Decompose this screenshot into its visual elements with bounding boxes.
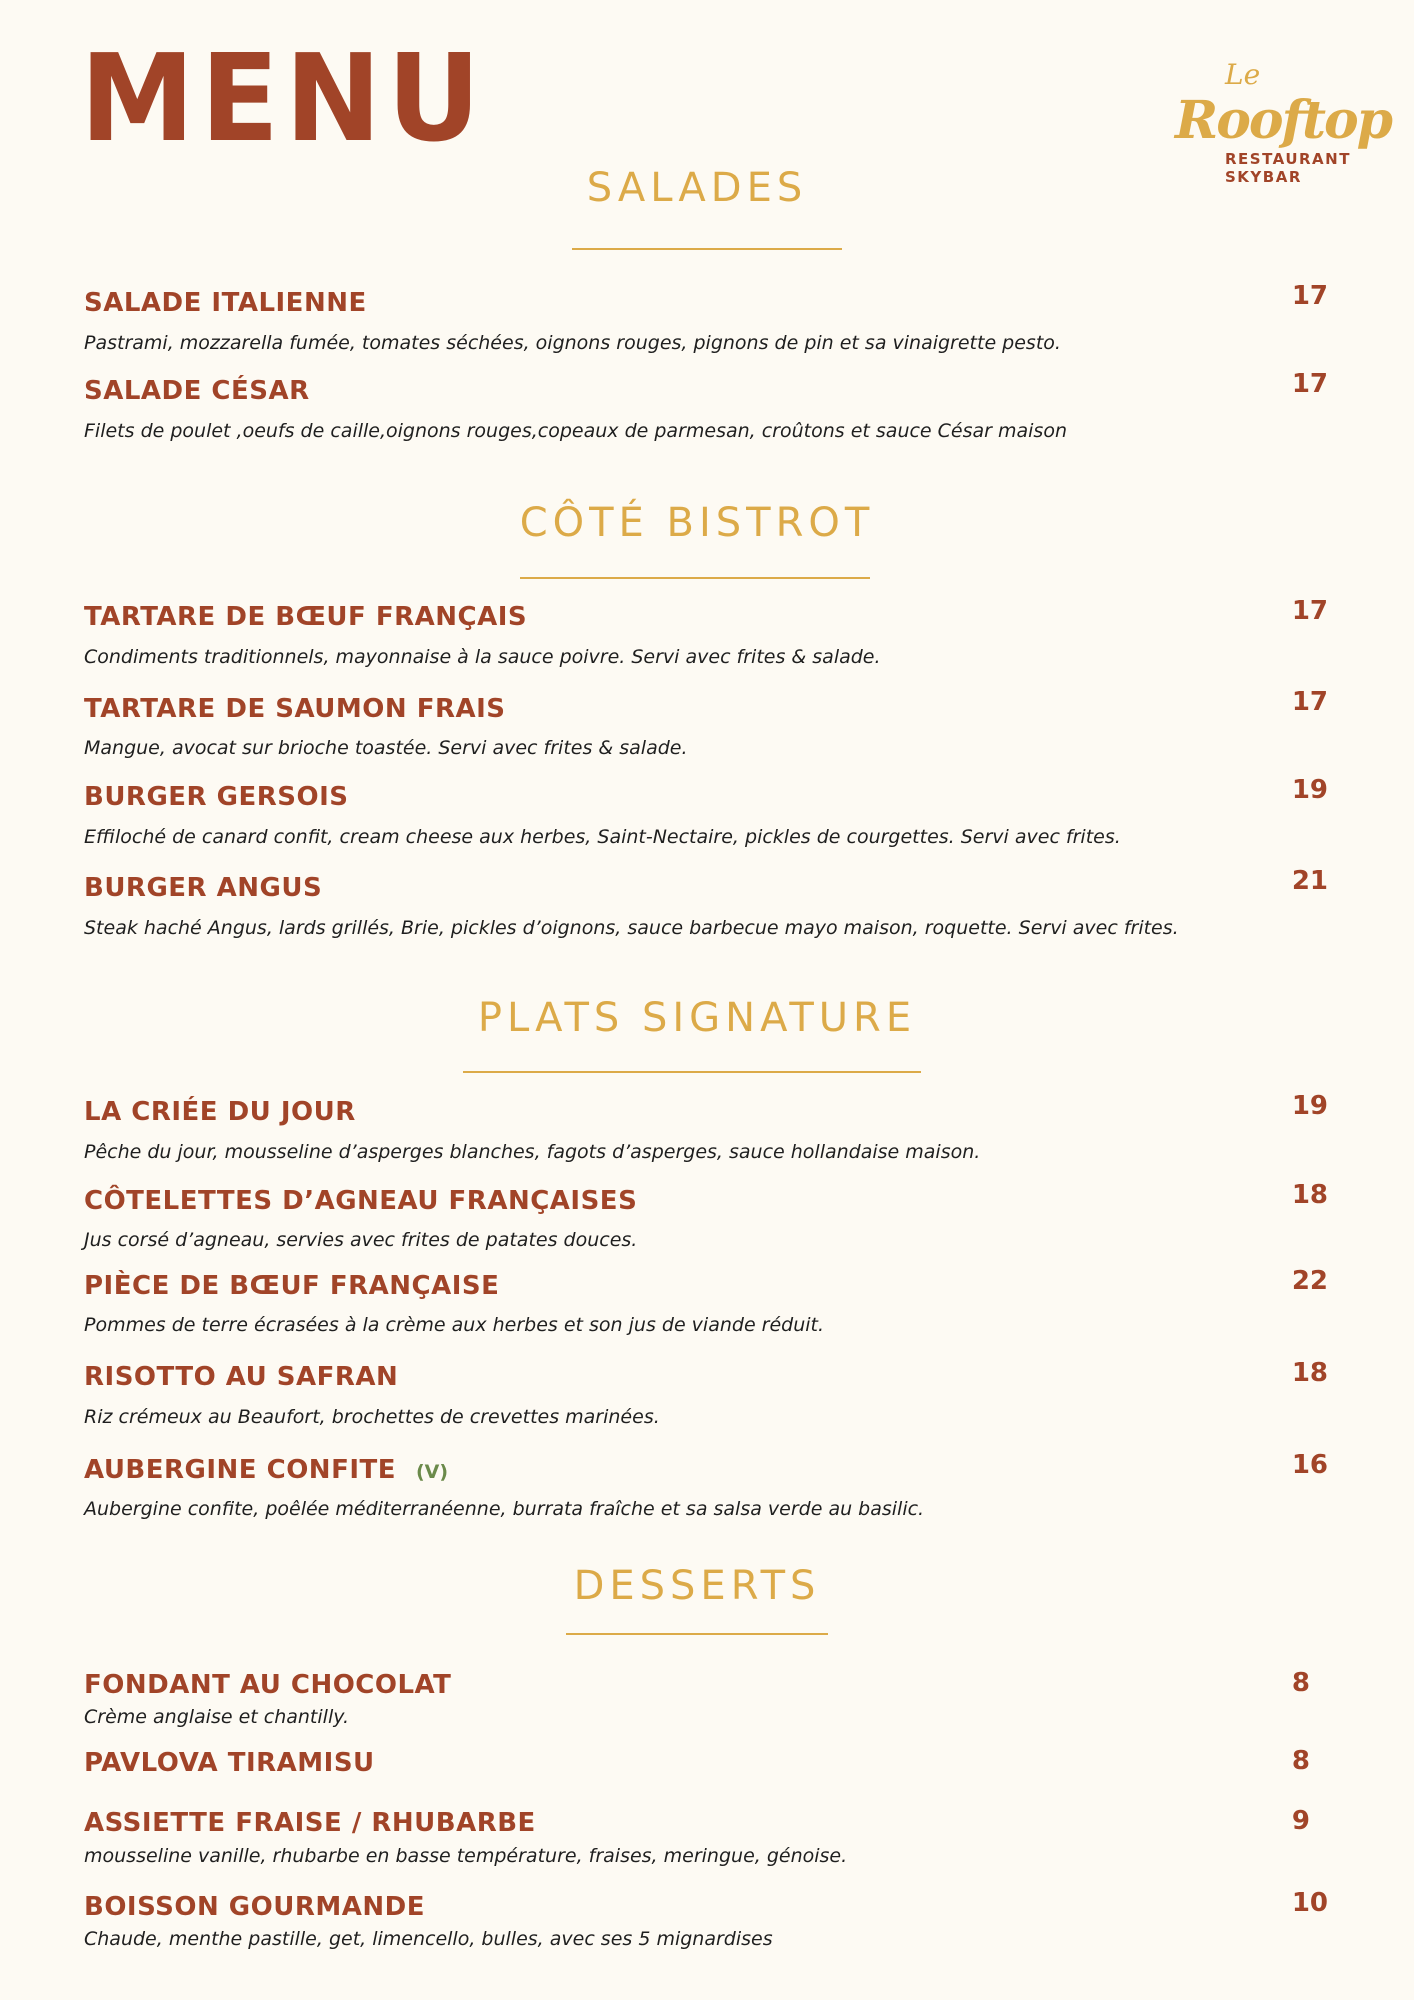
menu-item-price: 22 bbox=[1291, 1266, 1328, 1296]
menu-item-price: 17 bbox=[1291, 281, 1328, 311]
menu-item-price: 16 bbox=[1291, 1450, 1328, 1480]
menu-item-description: Mangue, avocat sur brioche toastée. Servi avec frites & salade. bbox=[84, 737, 688, 759]
menu-item-description: Condiments traditionnels, mayonnaise à la sauce poivre. Servi avec frites & salade. bbox=[84, 646, 881, 668]
section-title-desserts: DESSERTS bbox=[573, 1563, 821, 1609]
section-title-plats-signature: PLATS SIGNATURE bbox=[477, 995, 917, 1041]
menu-item-description: Jus corsé d’agneau, servies avec frites de patates douces. bbox=[84, 1229, 638, 1251]
logo-skybar-text: SKYBAR bbox=[1225, 168, 1302, 186]
menu-item-price: 9 bbox=[1291, 1806, 1310, 1836]
menu-item-price: 8 bbox=[1291, 1668, 1310, 1698]
menu-item-name-text: AUBERGINE CONFITE bbox=[84, 1455, 396, 1485]
menu-item-description: Aubergine confite, poêlée méditerranéenne, burrata fraîche et sa salsa verde au basilic. bbox=[84, 1498, 925, 1520]
menu-item-description: Pastrami, mozzarella fumée, tomates séchées, oignons rouges, pignons de pin et sa vinaigrette pesto. bbox=[84, 332, 1061, 354]
menu-item-name: FONDANT AU CHOCOLAT bbox=[84, 1670, 452, 1700]
menu-item-name: LA CRIÉE DU JOUR bbox=[84, 1097, 356, 1127]
menu-item-price: 19 bbox=[1291, 775, 1328, 805]
menu-item-description: Crème anglaise et chantilly. bbox=[84, 1706, 350, 1728]
menu-item-price: 17 bbox=[1291, 596, 1328, 626]
menu-item-name: PIÈCE DE BŒUF FRANÇAISE bbox=[84, 1271, 500, 1301]
menu-item-price: 19 bbox=[1291, 1091, 1328, 1121]
menu-item-description: Pommes de terre écrasées à la crème aux herbes et son jus de viande réduit. bbox=[84, 1314, 825, 1336]
menu-item-price: 8 bbox=[1291, 1746, 1310, 1776]
menu-item-price: 17 bbox=[1291, 369, 1328, 399]
menu-item-price: 18 bbox=[1291, 1358, 1328, 1388]
menu-item-name: CÔTELETTES D’AGNEAU FRANÇAISES bbox=[84, 1186, 638, 1216]
menu-item-price: 17 bbox=[1291, 687, 1328, 717]
menu-item-name: TARTARE DE SAUMON FRAIS bbox=[84, 694, 506, 724]
menu-item-description: Riz crémeux au Beaufort, brochettes de crevettes marinées. bbox=[84, 1406, 660, 1428]
menu-item-price: 18 bbox=[1291, 1180, 1328, 1210]
menu-item-description: Effiloché de canard confit, cream cheese aux herbes, Saint-Nectaire, pickles de courgettes. Servi avec frites. bbox=[84, 826, 1121, 848]
vegetarian-tag: (V) bbox=[416, 1461, 449, 1483]
menu-item-name: BOISSON GOURMANDE bbox=[84, 1892, 425, 1922]
menu-item-description: mousseline vanille, rhubarbe en basse température, fraises, meringue, génoise. bbox=[84, 1845, 848, 1867]
menu-item-name: SALADE CÉSAR bbox=[84, 376, 310, 406]
menu-item-price: 10 bbox=[1291, 1888, 1328, 1918]
menu-item-name: PAVLOVA TIRAMISU bbox=[84, 1748, 375, 1778]
logo-restaurant-text: RESTAURANT bbox=[1225, 150, 1351, 168]
section-divider bbox=[566, 1633, 828, 1635]
menu-item-name: RISOTTO AU SAFRAN bbox=[84, 1362, 399, 1392]
menu-item-description: Filets de poulet ,oeufs de caille,oignons rouges,copeaux de parmesan, croûtons et sauce César maison bbox=[84, 420, 1067, 442]
section-divider bbox=[520, 577, 870, 579]
menu-item-description: Steak haché Angus, lards grillés, Brie, pickles d’oignons, sauce barbecue mayo maison, roquette. Servi avec frites. bbox=[84, 917, 1179, 939]
menu-item-name: TARTARE DE BŒUF FRANÇAIS bbox=[84, 602, 528, 632]
logo-rooftop-text: Rooftop bbox=[1175, 90, 1392, 151]
menu-item-description: Pêche du jour, mousseline d’asperges blanches, fagots d’asperges, sauce hollandaise maison. bbox=[84, 1141, 981, 1163]
page-title: MENU bbox=[80, 30, 487, 169]
section-title-cote-bistrot: CÔTÉ BISTROT bbox=[519, 500, 875, 546]
section-divider bbox=[463, 1071, 921, 1073]
menu-item-description: Chaude, menthe pastille, get, limencello, bulles, avec ses 5 mignardises bbox=[84, 1928, 773, 1950]
menu-item-name: BURGER GERSOIS bbox=[84, 782, 349, 812]
section-title-salades: SALADES bbox=[586, 165, 808, 211]
section-divider bbox=[572, 248, 842, 250]
logo-le-text: Le bbox=[1225, 58, 1261, 91]
menu-item-price: 21 bbox=[1291, 866, 1328, 896]
menu-item-name bbox=[84, 1455, 448, 1485]
menu-item-name: ASSIETTE FRAISE / RHUBARBE bbox=[84, 1808, 536, 1838]
menu-item-name: SALADE ITALIENNE bbox=[84, 288, 367, 318]
menu-item-name: BURGER ANGUS bbox=[84, 873, 323, 903]
